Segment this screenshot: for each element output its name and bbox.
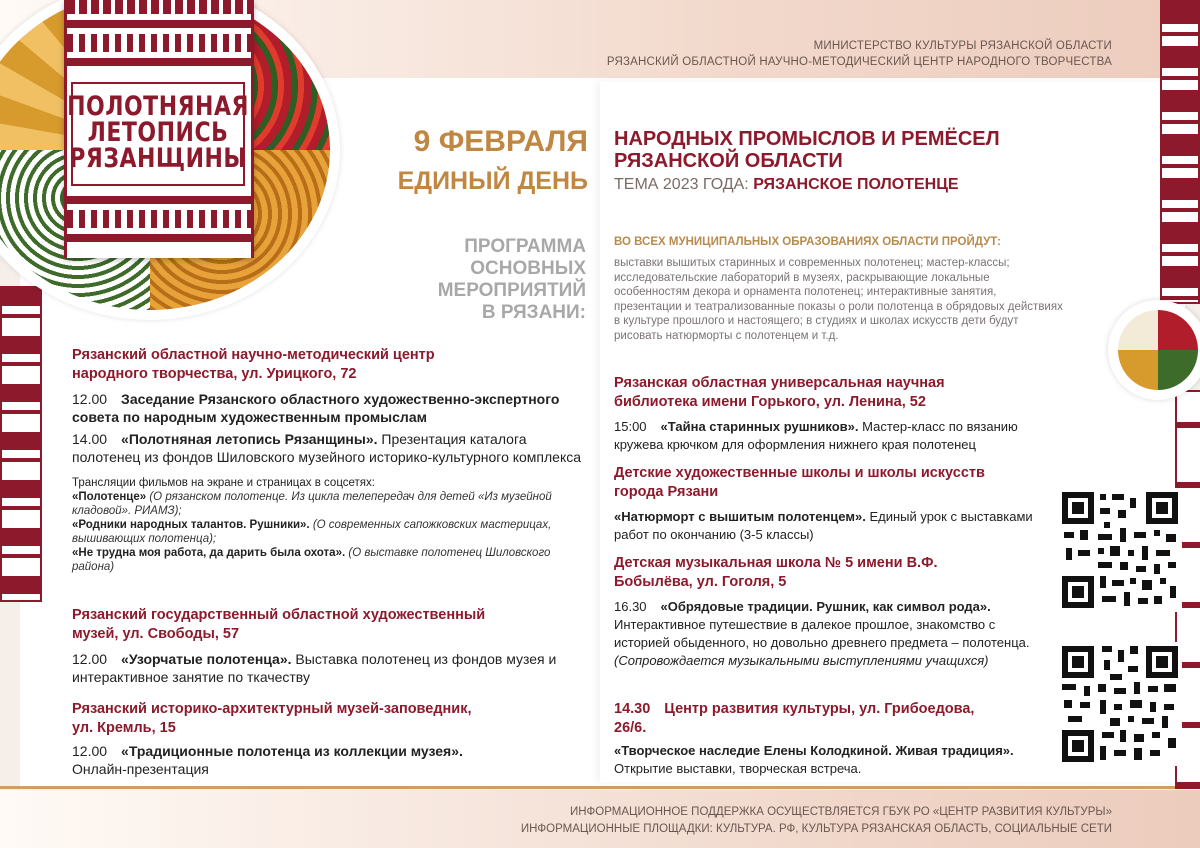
right-ornament-circle — [1108, 300, 1200, 400]
film-title: «Не трудна моя работа, да дарить была охота». — [72, 547, 346, 559]
venue-heading-line-2: музей, ул. Свободы, 57 — [72, 626, 240, 642]
event-time: 15:00 — [614, 419, 647, 434]
event-description: Открытие выставки, творческая встреча. — [614, 761, 862, 776]
event-description: Интерактивное путешествие в далекое прошлое, знакомство с историей обыденного, но довольно древнего предмета – полотенца. — [614, 617, 1030, 650]
venue-heading-line-2: библиотека имени Горького, ул. Ленина, 52 — [614, 394, 926, 410]
footer-line-2: ИНФОРМАЦИОННЫЕ ПЛОЩАДКИ: КУЛЬТУРА. РФ, КУЛЬТУРА РЯЗАНСКАЯ ОБЛАСТЬ, СОЦИАЛЬНЫЕ СЕТИ — [520, 823, 1112, 835]
right-towel-decoration — [1160, 0, 1200, 304]
event-time: 12.00 — [72, 651, 108, 667]
left-venue-1 — [72, 346, 592, 574]
venue-heading — [614, 700, 1054, 738]
event-title: «Традиционные полотенца из коллекции музея». — [121, 743, 463, 759]
region-text: выставки вышитых старинных и современных полотенец; мастер-классы; исследовательские лабораторий в музеях, раскрывающие локальные особенностям декора и орнамента полотенец; интерактивные занятия, презентации и театрализованные показы о роли полотенца в обрядовых действиях в культуре прошлого и настоящего; в студиях и школах искусств дети будут рисовать натюрморты с полотенцем и т.д. — [614, 257, 1063, 342]
event-description: Мастер-класс по вязанию кружева крючком для оформления нижнего края полотенец — [614, 419, 1018, 452]
theme-value: РЯЗАНСКОЕ ПОЛОТЕНЦЕ — [753, 176, 959, 193]
left-towel-decoration — [0, 286, 42, 602]
footer-line-1: ИНФОРМАЦИОННОЕ ПОДДЕРЖКА ОСУЩЕСТВЛЯЕТСЯ ГБУК РО «ЦЕНТР РАЗВИТИЯ КУЛЬТУРЫ» — [569, 806, 1112, 818]
venue-heading-line-2: города Рязани — [614, 484, 719, 500]
logo-line-2: ЛЕТОПИСЬ — [87, 118, 229, 149]
ministry-line-2: РЯЗАНСКИЙ ОБЛАСТНОЙ НАУЧНО-МЕТОДИЧЕСКИЙ ЦЕНТР НАРОДНОГО ТВОРЧЕСТВА — [606, 56, 1112, 68]
logo-title — [67, 82, 249, 186]
film-item — [72, 546, 592, 574]
event-title: «Узорчатые полотенца». — [121, 651, 292, 667]
event-description: Презентация каталога полотенец из фондов Шиловского музейного историко-культурного комплекса — [72, 431, 582, 465]
qr-code-top-graphic — [1058, 488, 1182, 612]
ministry-header — [607, 38, 1112, 70]
venue-heading — [614, 374, 1054, 412]
broadcast-block — [72, 476, 592, 574]
date-title: 9 ФЕВРАЛЯ — [413, 125, 588, 158]
footer-divider — [0, 786, 1200, 789]
event-note: (Сопровождается музыкальными выступлениями учащихся) — [614, 653, 989, 668]
program-title-line-1: ПРОГРАММА — [464, 236, 586, 257]
main-heading — [614, 128, 1074, 172]
event-time: 12.00 — [72, 391, 108, 407]
venue-heading-line-1: Рязанский историко-архитектурный музей-заповедник, — [72, 701, 472, 717]
venue-heading — [72, 346, 592, 384]
film-item — [72, 490, 592, 518]
event-description: Онлайн-презентация — [72, 761, 209, 777]
venue-heading — [72, 606, 592, 644]
venue-heading-text: Центр развития культуры, ул. Грибоедова, — [664, 701, 975, 717]
film-item — [72, 518, 592, 546]
film-note: (О рязанском полотенце. Из цикла телепередач для детей «Из музейной кладовой». РИАМЗ); — [72, 491, 552, 517]
film-note: (О современных сапожковских мастерицах, вышивающих полотенца); — [72, 519, 552, 545]
event-description: Единый урок с выставками работ по окончанию (3-5 классы) — [614, 509, 1033, 542]
event-item — [614, 742, 1054, 778]
event-time: 14.30 — [614, 701, 651, 717]
film-title: «Полотенце» — [72, 491, 147, 503]
right-venue-2 — [614, 464, 1054, 544]
venue-heading-line-2: ул. Кремль, 15 — [72, 720, 176, 736]
venue-heading — [614, 554, 1054, 592]
event-description: Выставка полотенец из фондов музея и интерактивное занятие по ткачеству — [72, 651, 557, 685]
venue-heading-line-2: Бобылёва, ул. Гоголя, 5 — [614, 574, 787, 590]
event-title: «Натюрморт с вышитым полотенцем». — [614, 509, 866, 524]
event-time: 12.00 — [72, 743, 108, 759]
event-title: Заседание Рязанского областного художественно-экспертного совета по народным художественным промыслам — [72, 391, 560, 425]
event-item — [72, 390, 592, 426]
theme-label: ТЕМА 2023 ГОДА: — [614, 176, 749, 193]
event-item — [614, 418, 1054, 454]
venue-heading-line-1 — [614, 700, 1054, 719]
right-venue-4 — [614, 700, 1054, 778]
broadcast-intro: Трансляции фильмов на экране и страницах в соцсетях: — [72, 477, 375, 489]
venue-heading-line-1: Рязанский государственный областной художественный — [72, 607, 486, 623]
event-title: «Творческое наследие Елены Колодкиной. Живая традиция». — [614, 743, 1014, 758]
venue-heading — [614, 464, 1054, 502]
qr-code-bottom[interactable] — [1058, 642, 1182, 766]
right-venue-3 — [614, 554, 1054, 670]
program-title-line-2: ОСНОВНЫХ — [470, 258, 586, 279]
venue-heading-line-2: народного творчества, ул. Урицкого, 72 — [72, 366, 357, 382]
venue-heading — [72, 700, 592, 738]
film-note: (О выставке полотенец Шиловского района) — [72, 547, 551, 573]
main-heading-line-1: НАРОДНЫХ ПРОМЫСЛОВ И РЕМЁСЕЛ — [614, 128, 1000, 150]
qr-code-top[interactable] — [1058, 488, 1182, 612]
logo-towel — [64, 0, 254, 258]
venue-heading-line-1: Рязанская областная универсальная научная — [614, 375, 945, 391]
left-venue-2 — [72, 606, 592, 686]
logo-line-1: ПОЛОТНЯНАЯ — [67, 92, 249, 123]
main-heading-line-2: РЯЗАНСКОЙ ОБЛАСТИ — [614, 150, 843, 172]
program-title-line-3: МЕРОПРИЯТИЙ — [437, 280, 586, 301]
theme-line — [614, 176, 959, 194]
date-subtitle: ЕДИНЫЙ ДЕНЬ — [397, 167, 588, 195]
event-title: «Полотняная летопись Рязанщины». — [121, 431, 378, 447]
event-title: «Тайна старинных рушников». — [660, 419, 859, 434]
venue-heading-line-1: Детские художественные школы и школы искусств — [614, 465, 985, 481]
event-time: 14.00 — [72, 431, 108, 447]
event-item — [72, 742, 592, 778]
left-venue-3 — [72, 700, 592, 778]
qr-code-bottom-graphic — [1058, 642, 1182, 766]
event-item — [72, 430, 592, 466]
program-title-line-4: В РЯЗАНИ: — [481, 302, 586, 323]
venue-heading-line-1: Рязанский областной научно-методический центр — [72, 347, 435, 363]
right-venue-1 — [614, 374, 1054, 454]
ministry-line-1: МИНИСТЕРСТВО КУЛЬТУРЫ РЯЗАНСКОЙ ОБЛАСТИ — [813, 40, 1112, 52]
venue-heading-line-1: Детская музыкальная школа № 5 имени В.Ф. — [614, 555, 938, 571]
region-heading: ВО ВСЕХ МУНИЦИПАЛЬНЫХ ОБРАЗОВАНИЯХ ОБЛАСТИ ПРОЙДУТ: — [614, 236, 1001, 248]
venue-heading-line-2: 26/6. — [614, 720, 647, 736]
event-item — [614, 598, 1054, 670]
event-item — [614, 508, 1054, 544]
event-item — [72, 650, 592, 686]
film-title: «Родники народных талантов. Рушники». — [72, 519, 310, 531]
logo-line-3: РЯЗАНЩИНЫ — [69, 144, 247, 175]
event-title: «Обрядовые традиции. Рушник, как символ рода». — [660, 599, 991, 614]
event-time: 16.30 — [614, 599, 647, 614]
program-title — [350, 236, 586, 324]
footer-info — [521, 804, 1112, 838]
